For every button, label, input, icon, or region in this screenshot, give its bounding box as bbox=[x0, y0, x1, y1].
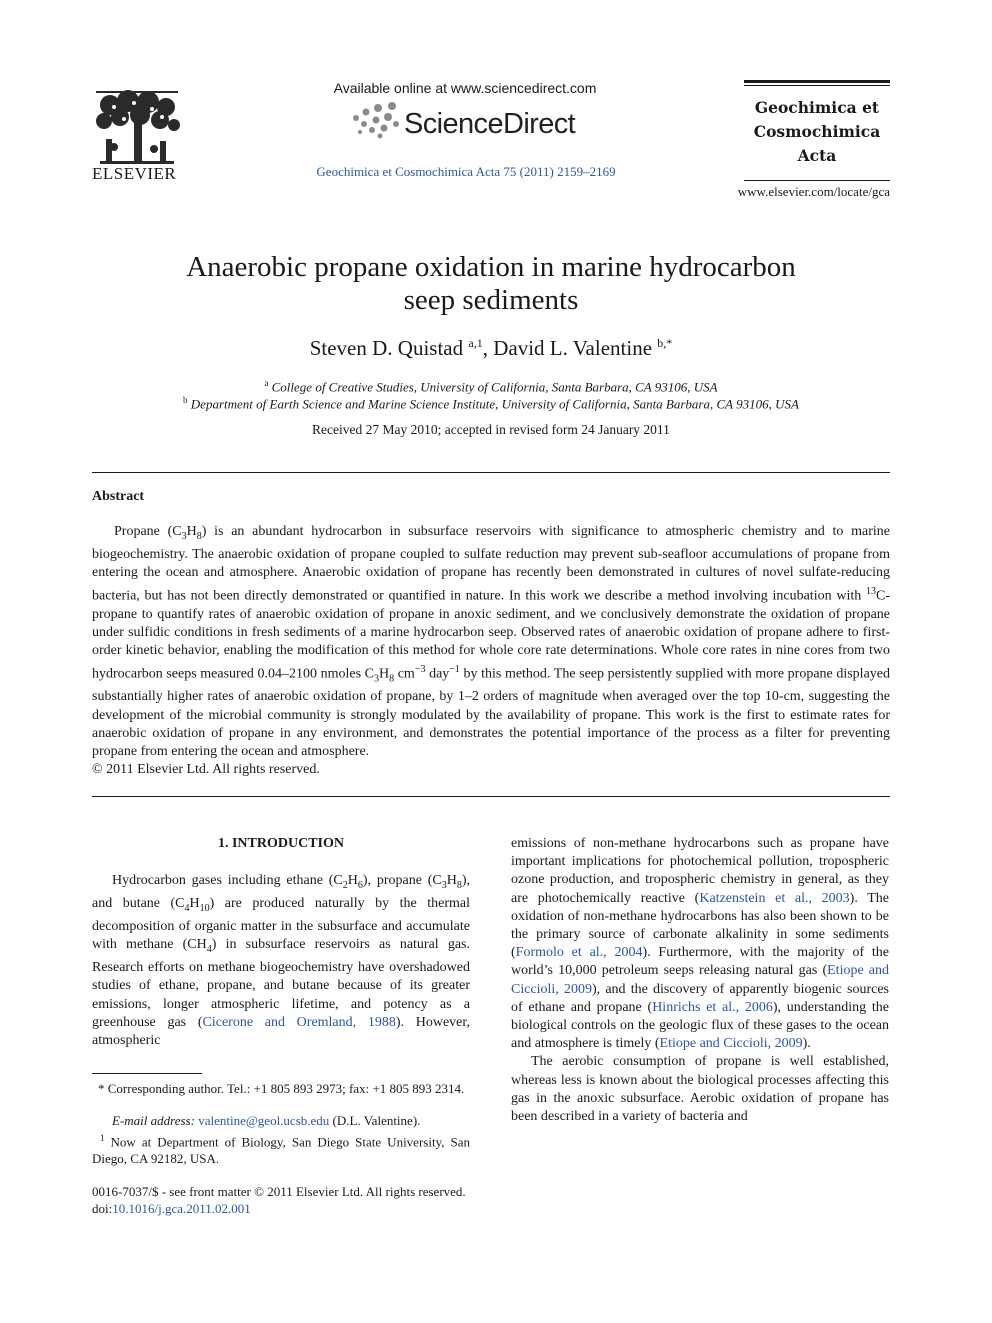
publisher-name: ELSEVIER bbox=[92, 164, 177, 183]
text-run: ). bbox=[802, 1036, 811, 1052]
footnote-present-address bbox=[92, 1130, 470, 1167]
footnote-text: Corresponding author. Tel.: +1 805 893 2973; fax: +1 805 893 2314. bbox=[104, 1081, 465, 1096]
citation-link[interactable]: Etiope and Ciccioli, 2009 bbox=[659, 1036, 803, 1052]
citation-link[interactable]: Katzenstein et al., 2003 bbox=[699, 890, 850, 906]
text-run: ), propane (C bbox=[362, 873, 442, 888]
received-dates: Received 27 May 2010; accepted in revised form 24 January 2011 bbox=[312, 422, 670, 437]
paragraph: The aerobic consumption of propane is well established, whereas less is known about the biological processes affecting this gas in the anoxic subsurface. Aerobic oxidation of propane has been described in a variety of bacteria and bbox=[511, 1054, 889, 1125]
available-online-text[interactable]: Available online at www.sciencedirect.com bbox=[333, 80, 597, 96]
text-run: H bbox=[379, 666, 390, 682]
subscript: 3 bbox=[441, 879, 447, 891]
front-matter-info bbox=[92, 1183, 466, 1217]
journal-title-line: Acta bbox=[797, 146, 837, 165]
author-affiliation-marks[interactable]: b,* bbox=[657, 336, 673, 350]
title-line: Anaerobic propane oxidation in marine hydrocarbon bbox=[186, 251, 796, 283]
journal-title-line: Cosmochimica bbox=[753, 122, 881, 141]
subscript: 8 bbox=[456, 879, 462, 891]
subscript: 4 bbox=[184, 902, 190, 914]
affiliation-text: Department of Earth Science and Marine Science Institute, University of California, Santa Barbara, CA 93106, USA bbox=[190, 396, 799, 412]
author-list bbox=[92, 336, 890, 361]
abstract-bottom-rule bbox=[92, 796, 890, 797]
text-run: ), and butane (C bbox=[92, 873, 470, 911]
footnote-mark: 1 bbox=[100, 1133, 105, 1143]
text-run: ). However, atmospheric bbox=[92, 1014, 470, 1049]
text-run: by this method. The seep persistently supplied with more propane displayed substantially higher rates of anaerobic oxidation of propane, by 1–2 orders of magnitude when averaged over the top 10-cm, suggesting the development of the microbial community is strongly modulated by the availability of propane. This work is the first to estimate rates for anaerobic oxidation of propane in any environment, and demonstrates the potential importance of the process as a filter for preventing propane from entering the ocean and atmosphere. bbox=[92, 666, 890, 760]
title-line: seep sediments bbox=[403, 284, 579, 316]
text-run: H bbox=[189, 896, 200, 911]
text-run: ). Furthermore, with the majority of the world’s 10,000 petroleum seeps releasing natural gas ( bbox=[511, 945, 890, 979]
citation-link[interactable]: Cicerone and Oremland, 1988 bbox=[202, 1014, 396, 1030]
author-name: Steven D. Quistad bbox=[309, 336, 464, 360]
affiliation-a bbox=[92, 378, 890, 395]
text-run: H bbox=[446, 873, 457, 888]
doi-link[interactable]: 10.1016/j.gca.2011.02.001 bbox=[112, 1201, 251, 1216]
text-run: ) is an abundant hydrocarbon in subsurface reservoirs with significance to atmospheric chemistry and to marine biogeochemistry. The anaerobic oxidation of propane coupled to sulfate reduction may prevent sub-seafloor accumulations of propane from entering the ocean and atmosphere. Anaerobic oxidation of propane has recently been demonstrated in cultures of novel sulfate-reducing bacteria, but has not been directly demonstrated or quantified in nature. In this work we describe a method involving incubation with bbox=[92, 524, 890, 604]
doi-label: doi: bbox=[92, 1201, 113, 1216]
issn-line: 0016-7037/$ - see front matter © 2011 Elsevier Ltd. All rights reserved. bbox=[92, 1184, 466, 1199]
section-heading-introduction: 1. INTRODUCTION bbox=[217, 836, 344, 851]
citation-link[interactable]: Formolo et al., 2004 bbox=[515, 945, 643, 961]
article-title bbox=[92, 251, 890, 317]
doi-line bbox=[92, 1200, 466, 1217]
intro-right-column bbox=[511, 835, 889, 1126]
intro-left-column bbox=[92, 872, 470, 1050]
subscript: 6 bbox=[357, 879, 363, 891]
affiliation-mark: b bbox=[183, 395, 188, 405]
journal-bottom-rule bbox=[744, 180, 890, 181]
author-separator: , bbox=[482, 336, 494, 360]
text-run: H bbox=[347, 873, 358, 888]
journal-citation-link[interactable]: Geochimica et Cosmochimica Acta 75 (2011) 2159–2169 bbox=[316, 164, 616, 179]
subscript: 8 bbox=[196, 530, 202, 542]
paragraph bbox=[511, 835, 889, 1053]
author-affiliation-marks[interactable]: a,1 bbox=[468, 336, 483, 350]
affiliation-b bbox=[92, 395, 890, 412]
footnote-text: (D.L. Valentine). bbox=[329, 1113, 421, 1128]
text-run: Propane (C bbox=[114, 524, 182, 539]
journal-title-line: Geochimica et bbox=[754, 98, 880, 117]
sciencedirect-wordmark: ScienceDirect bbox=[404, 108, 576, 140]
text-run: day bbox=[425, 666, 450, 682]
superscript: −1 bbox=[449, 663, 460, 675]
subscript: 2 bbox=[342, 879, 348, 891]
subscript: 4 bbox=[206, 944, 212, 955]
abstract-top-rule bbox=[92, 472, 890, 473]
footnote-corresponding-author bbox=[92, 1081, 470, 1098]
footnote-rule bbox=[92, 1073, 202, 1074]
affiliation-mark: a bbox=[264, 378, 269, 388]
text-run: ), understanding the biological controls on the geologic flux of these gases to the ocean and atmosphere is timely ( bbox=[511, 999, 889, 1052]
citation-link[interactable]: Hinrichs et al., 2006 bbox=[652, 999, 773, 1015]
email-label: E-mail address: bbox=[112, 1113, 195, 1128]
journal-url[interactable]: www.elsevier.com/locate/gca bbox=[737, 184, 890, 199]
journal-title-box bbox=[744, 80, 890, 181]
footnote-mark: * bbox=[98, 1081, 105, 1096]
abstract-copyright: © 2011 Elsevier Ltd. All rights reserved. bbox=[92, 762, 320, 777]
abstract-heading: Abstract bbox=[92, 489, 145, 504]
subscript: 8 bbox=[389, 672, 395, 684]
footnote-text: Now at Department of Biology, San Diego State University, San Diego, CA 92182, USA. bbox=[92, 1134, 470, 1166]
footnote-email bbox=[92, 1113, 470, 1130]
subscript: 10 bbox=[199, 902, 210, 914]
affiliation-text: College of Creative Studies, University of California, Santa Barbara, CA 93106, USA bbox=[271, 379, 718, 395]
subscript: 3 bbox=[374, 672, 379, 684]
text-run: ), and the discovery of apparently biogenic sources of ethane and propane ( bbox=[511, 981, 889, 1015]
text-run: ) in subsurface reservoirs as natural gas. Research efforts on methane biogeochemistry have overshadowed studies of ethane, propane, and butane because of its greater emissions, longer atmospheric lifetime, and potency as a greenhouse gas ( bbox=[92, 937, 471, 1030]
journal-title bbox=[744, 86, 890, 180]
abstract-text bbox=[92, 523, 890, 761]
citation-link[interactable]: Etiope and Ciccioli, 2009 bbox=[511, 963, 889, 997]
text-run: ) are produced naturally by the thermal decomposition of organic matter in the subsurface and accumulate with methane (CH bbox=[92, 896, 470, 953]
superscript: −3 bbox=[414, 663, 426, 675]
text-run: Hydrocarbon gases including ethane (C bbox=[112, 873, 343, 888]
text-run: ). The oxidation of non-methane hydrocarbons has also been shown to be the primary source of carbonate alkalinity in some sediments ( bbox=[511, 890, 889, 961]
author-name: David L. Valentine bbox=[493, 336, 653, 360]
email-link[interactable]: valentine@geol.ucsb.edu bbox=[198, 1113, 330, 1128]
text-run: emissions of non-methane hydrocarbons such as propane have important implications for photochemical pollution, tropospheric ozone production, and tropospheric chemistry in general, as they are photochemically reactive ( bbox=[511, 836, 889, 906]
text-run: H bbox=[186, 524, 197, 539]
subscript: 3 bbox=[181, 530, 187, 542]
text-run: cm bbox=[394, 666, 415, 682]
superscript: 13 bbox=[866, 585, 876, 597]
text-run: C-propane to quantify rates of anaerobic oxidation of propane in anoxic sediment, and we conclusively demonstrate the oxidation of propane under sulfidic conditions in fresh sediments of a marine hydrocarbon seep. Observed rates of anaerobic oxidation of propane adhere to first-order kinetic behavior, enabling the modification of this method for whole core rate determinations. Whole core rates in nine cores from two hydrocarbon seeps measured 0.04–2100 nmoles C bbox=[92, 588, 890, 682]
